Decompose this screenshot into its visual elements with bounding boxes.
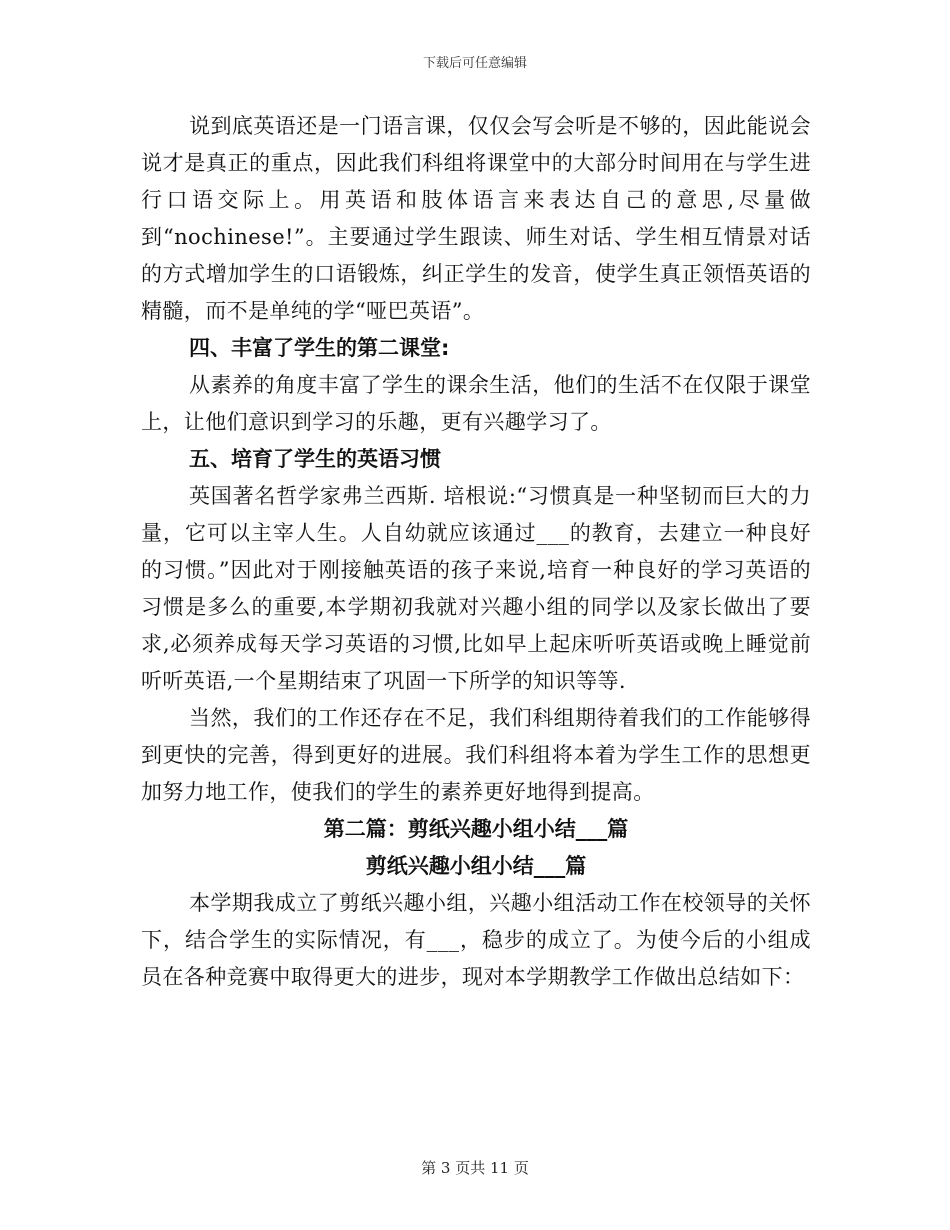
page-footer: 第 3 页共 11 页 xyxy=(421,1159,529,1177)
document-body xyxy=(141,108,811,996)
paragraph-second-classroom: 从素养的角度丰富了学生的课余生活，他们的生活不在仅限于课堂上，让他们意识到学习的乐趣，更有兴趣学习了。 xyxy=(141,373,811,434)
chapter-subtitle: 剪纸兴趣小组小结___篇 xyxy=(365,854,587,878)
section-heading-four: 四、丰富了学生的第二课堂: xyxy=(189,336,450,360)
paragraph-papercut-intro: 本学期我成立了剪纸兴趣小组，兴趣小组活动工作在校领导的关怀下，结合学生的实际情况，有___，稳步的成立了。为使今后的小组成员在各种竞赛中取得更大的进步，现对本学期教学工作做出总结如下： xyxy=(141,891,811,989)
section-heading-five: 五、培育了学生的英语习惯 xyxy=(189,447,441,471)
page-header: 下载后可任意编辑 xyxy=(422,56,527,71)
chapter-title: 第二篇：剪纸兴趣小组小结___篇 xyxy=(323,817,629,841)
paragraph-oral-english: 说到底英语还是一门语言课，仅仅会写会听是不够的，因此能说会说才是真正的重点，因此我们科组将课堂中的大部分时间用在与学生进行口语交际上。用英语和肢体语言来表达自己的意思,尽量做到“nochinese!”。主要通过学生跟读、师生对话、学生相互情景对话的方式增加学生的口语锻炼，纠正学生的发音，使学生真正领悟英语的精髓，而不是单纯的学“哑巴英语”。 xyxy=(141,114,811,323)
paragraph-conclusion: 当然，我们的工作还存在不足，我们科组期待着我们的工作能够得到更快的完善，得到更好的进展。我们科组将本着为学生工作的思想更加努力地工作，使我们的学生的素养更好地得到提高。 xyxy=(141,706,811,804)
paragraph-english-habits: 英国著名哲学家弗兰西斯. 培根说:“习惯真是一种坚韧而巨大的力量，它可以主宰人生。人自幼就应该通过___的教育，去建立一种良好的习惯。”因此对于刚接触英语的孩子来说,培育一种良好的学习英语的习惯是多么的重要,本学期初我就对兴趣小组的同学以及家长做出了要求,必须养成每天学习英语的习惯,比如早上起床听听英语或晚上睡觉前听听英语,一个星期结束了巩固一下所学的知识等等. xyxy=(141,484,811,693)
